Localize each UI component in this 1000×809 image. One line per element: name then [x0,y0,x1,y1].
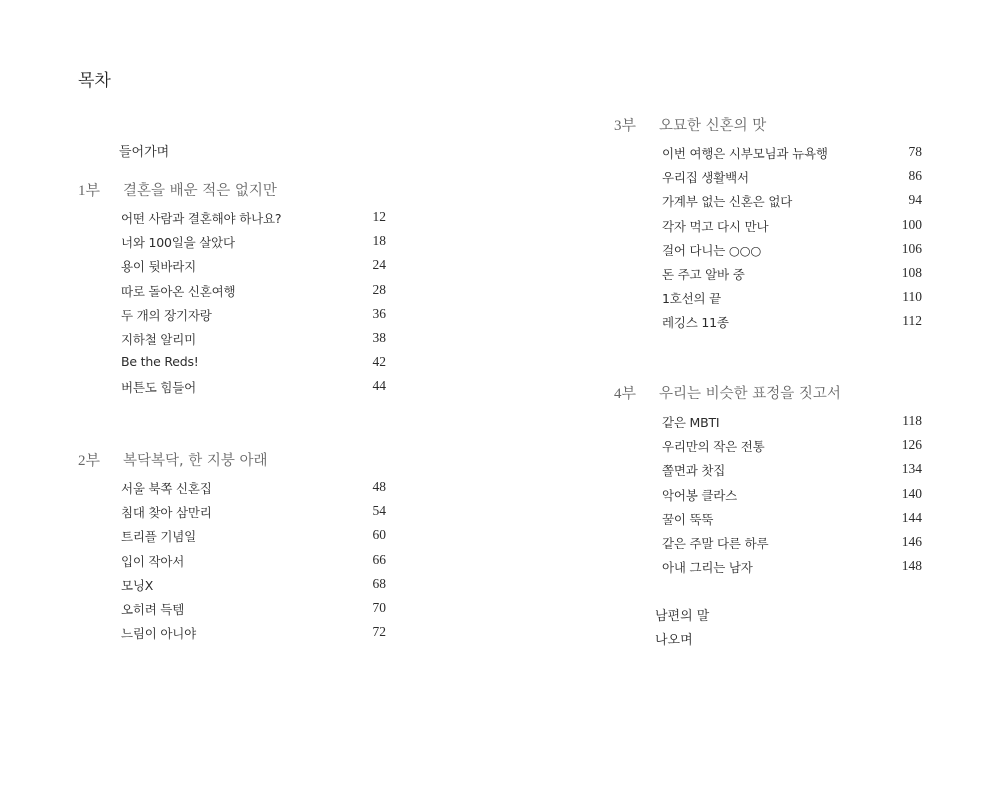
toc-entry [662,510,922,528]
toc-entry [121,306,386,324]
toc-entry [121,552,386,570]
toc-entry-title: 꿀이 뚝뚝 [662,511,714,527]
outro-entry: 나오며 [655,633,693,648]
toc-entry [121,233,386,251]
toc-entry [662,289,922,307]
toc-entry [121,479,386,497]
page-title: 목차 [78,71,111,91]
toc-entry-title: 우리집 생활백서 [662,170,749,186]
toc-entry-title: 이번 여행은 시부모님과 뉴욕행 [662,146,828,161]
toc-entry [121,354,386,369]
part-1-heading [78,179,277,200]
part-1-title: 결혼을 배운 적은 없지만 [123,183,277,199]
toc-entry-page-number: 86 [908,168,922,184]
toc-entry-title: 지하철 알리미 [121,332,197,347]
toc-entry-page-number: 44 [372,378,386,394]
toc-entry-page-number: 146 [901,534,922,549]
toc-entry-page-number: 36 [372,305,386,321]
toc-entry-page-number: 72 [372,624,386,640]
toc-entry-page-number: 148 [901,558,922,574]
toc-entry [662,144,922,162]
toc-entry-title: 어떤 사람과 결혼해야 하나요? [121,211,282,226]
intro-entry: 들어가며 [119,145,170,160]
toc-entry-title: 아내 그리는 남자 [662,560,753,576]
toc-entry [662,534,922,552]
toc-entry [121,600,386,618]
toc-entry-title: 느림이 아니야 [121,626,197,642]
toc-entry-title: 우리만의 작은 전통 [662,439,765,455]
toc-entry-page-number: 24 [372,257,386,273]
toc-entry-title: 따로 돌아온 신혼여행 [121,283,236,299]
toc-entry-page-number: 78 [908,144,922,159]
toc-entry [662,217,922,235]
toc-entry-title: 오히려 득템 [121,602,185,617]
toc-entry-title: 두 개의 장기자랑 [121,307,212,323]
husband-words-entry: 남편의 말 [655,609,710,624]
part-3-heading [614,114,766,135]
toc-entry-page-number: 48 [372,479,386,494]
toc-entry-title: 같은 주말 다른 하루 [662,536,769,551]
toc-entry-title: 용이 뒷바라지 [121,259,197,275]
toc-entry [662,192,922,210]
toc-entry [121,330,386,348]
toc-entry [662,558,922,576]
toc-entry-page-number: 110 [902,289,922,305]
toc-entry-page-number: 144 [901,509,922,525]
toc-entry [662,486,922,504]
toc-entry-title: 각자 먹고 다시 만나 [662,218,769,234]
toc-entry [121,576,386,594]
toc-entry-title: 모닝X [121,577,154,593]
toc-entry-page-number: 70 [372,600,386,615]
toc-entry-title: 서울 북쪽 신혼집 [121,481,212,496]
toc-entry-title: 가계부 없는 신혼은 없다 [662,194,793,210]
toc-entry-title: 악어봉 클라스 [662,487,738,503]
toc-entry [662,265,922,283]
part-3-title: 오묘한 신혼의 맛 [659,118,767,134]
toc-entry [121,624,386,642]
toc-entry [121,282,386,300]
toc-entry-title: 쫄면과 찻집 [662,463,726,479]
part-1-number: 1부 [78,183,100,199]
toc-entry-page-number: 38 [372,330,386,345]
toc-entry [662,241,922,259]
toc-entry-page-number: 94 [908,192,922,208]
toc-entry-page-number: 112 [902,313,922,329]
toc-entry-page-number: 12 [372,209,386,224]
toc-entry-title: 걸어 다니는 ○○○ [662,242,762,258]
toc-entry-page-number: 66 [372,551,386,567]
toc-entry [121,527,386,545]
toc-entry [662,313,922,331]
toc-entry-page-number: 140 [901,485,922,501]
toc-entry-page-number: 54 [372,503,386,519]
part-2-heading [78,449,268,470]
toc-entry-page-number: 126 [901,437,922,453]
toc-entry-page-number: 100 [901,216,922,232]
toc-entry [662,413,922,431]
toc-entry-page-number: 42 [372,354,386,370]
toc-entry-page-number: 134 [901,461,922,477]
toc-entry [121,503,386,521]
toc-entry-title: Be the Reds! [121,354,199,370]
toc-entry-page-number: 106 [901,240,922,256]
toc-entry [121,209,386,227]
toc-entry-page-number: 68 [372,575,386,591]
part-4-number: 4부 [614,386,636,402]
part-3-number: 3부 [614,118,636,134]
toc-entry-title: 1호선의 끝 [662,291,722,307]
toc-entry [121,378,386,396]
toc-entry-page-number: 28 [372,281,386,297]
toc-entry-title: 입이 작아서 [121,553,185,569]
toc-entry [662,168,922,186]
toc-entry [662,437,922,455]
toc-entry-title: 트리플 기념일 [121,529,197,545]
toc-entry [662,461,922,479]
toc-entry-title: 버튼도 힘들어 [121,380,197,396]
toc-entry-page-number: 18 [372,233,386,249]
part-2-number: 2부 [78,453,100,469]
toc-entry-title: 돈 주고 알바 중 [662,267,745,282]
toc-entry-title: 침대 찾아 삼만리 [121,505,212,521]
toc-entry [121,257,386,275]
part-4-heading [614,382,841,403]
part-4-title: 우리는 비슷한 표정을 짓고서 [659,386,841,402]
toc-entry-page-number: 60 [372,527,386,543]
toc-entry-title: 레깅스 11종 [662,315,729,331]
toc-entry-page-number: 108 [901,265,922,280]
toc-entry-page-number: 118 [902,413,922,428]
toc-entry-title: 너와 100일을 살았다 [121,235,235,251]
part-2-title: 복닥복닥, 한 지붕 아래 [123,453,268,469]
toc-entry-title: 같은 MBTI [662,415,720,430]
